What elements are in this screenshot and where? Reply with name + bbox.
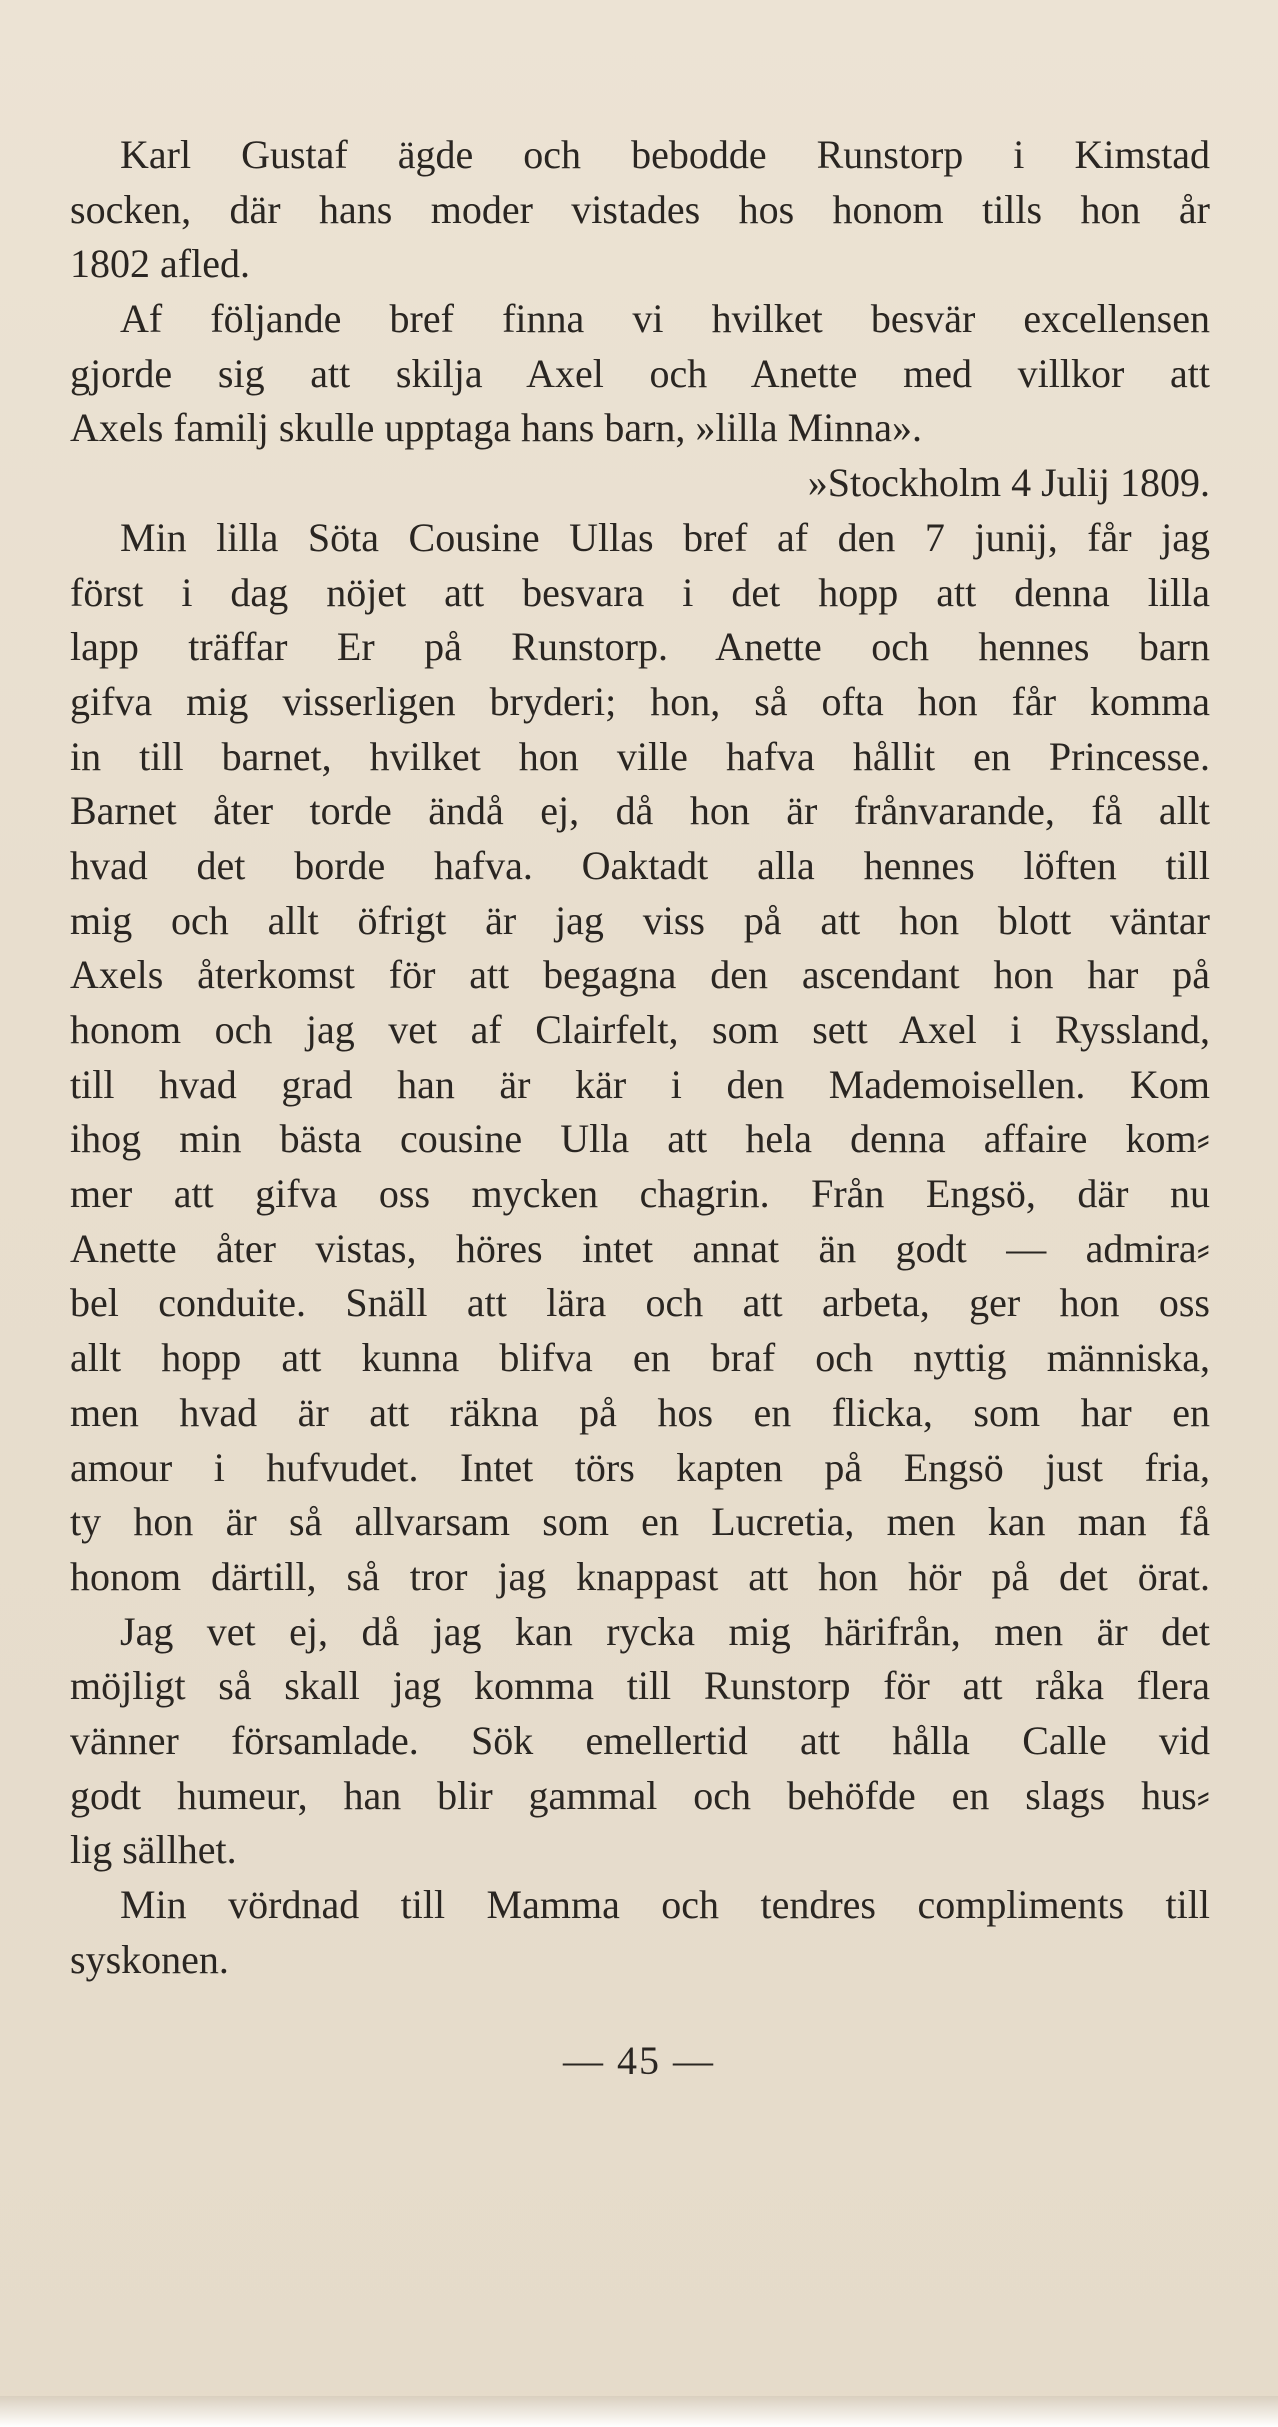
- text-line-12: in till barnet, hvilket hon ville hafva hållit en Princesse.: [70, 733, 1210, 779]
- text-line-5: gjorde sig att skilja Axel och Anette med villkor att: [70, 350, 1210, 396]
- text-line-13: Barnet åter torde ändå ej, då hon är frånvarande, få allt: [70, 788, 1210, 834]
- text-line-34: syskonen.: [70, 1936, 229, 1982]
- text-line-25: amour i hufvudet. Intet törs kapten på Engsö just fria,: [70, 1444, 1210, 1490]
- text-line-18: till hvad grad han är kär i den Mademoisellen. Kom: [70, 1061, 1210, 1107]
- page-bottom-edge: [0, 2396, 1278, 2427]
- text-line-9: först i dag nöjet att besvara i det hopp att denna lilla: [70, 569, 1210, 615]
- text-line-31: godt humeur, han blir gammal och behöfde en slags hus⸗: [70, 1772, 1210, 1818]
- text-line-23: allt hopp att kunna blifva en braf och nyttig människa,: [70, 1335, 1210, 1381]
- text-line-17: honom och jag vet af Clairfelt, som sett Axel i Ryssland,: [70, 1007, 1210, 1052]
- text-line-14: hvad det borde hafva. Oaktadt alla hennes löften till: [70, 842, 1210, 888]
- text-line-21: Anette åter vistas, höres intet annat än godt — admira⸗: [70, 1225, 1210, 1271]
- text-line-27: honom därtill, så tror jag knappast att hon hör på det örat.: [70, 1553, 1210, 1599]
- text-line-11: gifva mig visserligen bryderi; hon, så ofta hon får komma: [70, 678, 1210, 724]
- page-number: — 45 —: [563, 2038, 715, 2083]
- body-text: [70, 128, 1210, 1987]
- text-line-1: Karl Gustaf ägde och bebodde Runstorp i Kimstad: [120, 132, 1210, 177]
- text-line-10: lapp träffar Er på Runstorp. Anette och hennes barn: [70, 624, 1210, 670]
- text-line-20: mer att gifva oss mycken chagrin. Från Engsö, där nu: [70, 1171, 1210, 1217]
- text-line-16: Axels återkomst för att begagna den ascendant hon har på: [70, 952, 1210, 998]
- text-line-15: mig och allt öfrigt är jag viss på att hon blott väntar: [70, 897, 1210, 943]
- text-line-2: socken, där hans moder vistades hos honom tills hon år: [70, 186, 1210, 232]
- text-line-29: möjligt så skall jag komma till Runstorp för att råka flera: [70, 1663, 1210, 1709]
- text-line-28: Jag vet ej, då jag kan rycka mig härifrån, men är det: [120, 1608, 1210, 1654]
- text-line-6: Axels familj skulle upptaga hans barn, »lilla Minna».: [70, 405, 923, 451]
- text-line-4: Af följande bref finna vi hvilket besvär excellensen: [120, 296, 1210, 342]
- text-line-3: 1802 afled.: [70, 241, 250, 287]
- text-line-22: bel conduite. Snäll att lära och att arbeta, ger hon oss: [70, 1280, 1210, 1326]
- text-line-33: Min vördnad till Mamma och tendres compliments till: [120, 1882, 1210, 1927]
- text-line-30: vänner församlade. Sök emellertid att hålla Calle vid: [70, 1717, 1210, 1763]
- text-line-8: Min lilla Söta Cousine Ullas bref af den 7 junij, får jag: [120, 514, 1210, 560]
- text-line-32: lig sällhet.: [70, 1827, 237, 1873]
- text-line-19: ihog min bästa cousine Ulla att hela denna affaire kom⸗: [70, 1116, 1210, 1162]
- text-line-24: men hvad är att räkna på hos en flicka, som har en: [70, 1389, 1210, 1435]
- text-line-26: ty hon är så allvarsam som en Lucretia, men kan man få: [70, 1499, 1210, 1545]
- letter-dateline: »Stockholm 4 Julij 1809.: [807, 460, 1210, 506]
